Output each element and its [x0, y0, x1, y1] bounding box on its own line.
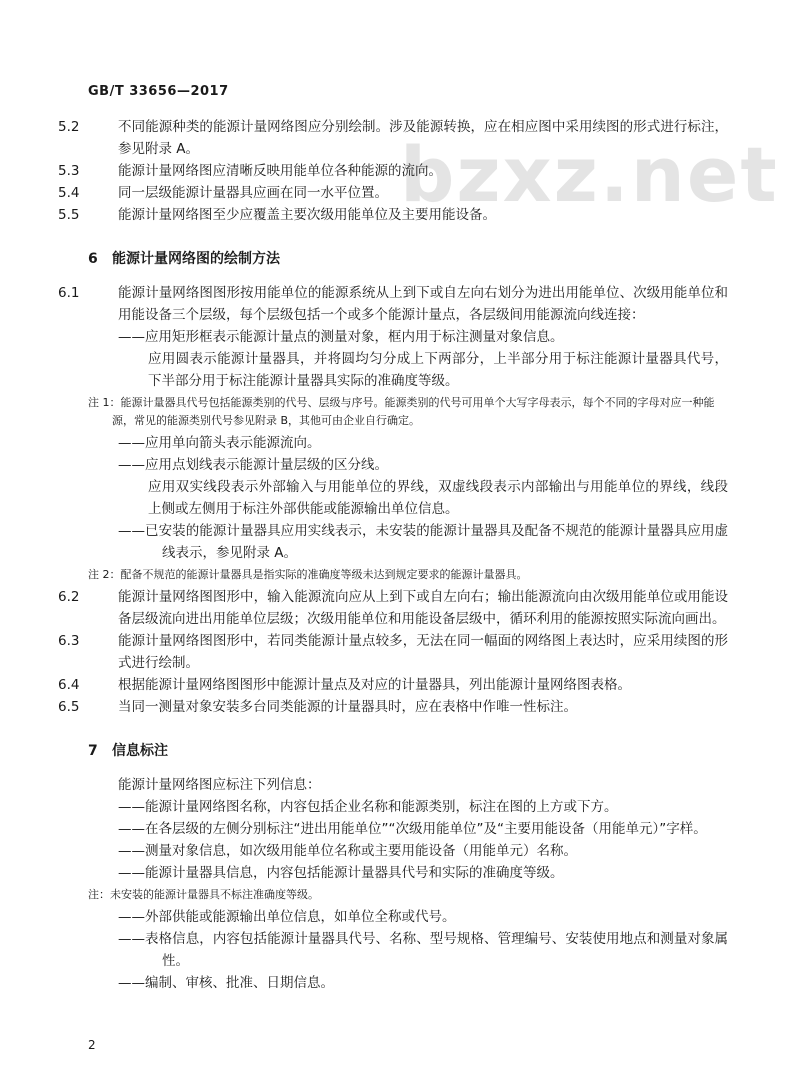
clause-number: 6.3	[58, 633, 80, 649]
clause-number: 6.2	[58, 589, 80, 605]
clause-number: 5.3	[58, 163, 80, 179]
clause-number: 6.1	[58, 285, 80, 301]
clause-6-5	[58, 696, 728, 718]
dash-item: ——应用点划线表示能源计量层级的区分线。	[118, 457, 388, 473]
dash-item: ——能源计量器具信息，内容包括能源计量器具代号和实际的准确度等级。	[118, 865, 564, 881]
dash-item-continuation: 应用双实线段表示外部输入与用能单位的界线，双虚线段表示内部输出与用能单位的界线，线段上侧或左侧用于标注外部供能或能源输出单位信息。	[148, 479, 728, 517]
dash-item: ——在各层级的左侧分别标注“进出用能单位”“次级用能单位”及“主要用能设备（用能单元）”字样。	[118, 821, 707, 837]
dash-item: ——测量对象信息，如次级用能单位名称或主要用能设备（用能单元）名称。	[118, 843, 577, 859]
dash-item: ——能源计量网络图名称，内容包括企业名称和能源类别，标注在图的上方或下方。	[118, 799, 618, 815]
clause-6-1	[58, 282, 728, 326]
note-1: 注 1：能源计量器具代号包括能源类别的代号、层级与序号。能源类别的代号可用单个大写字母表示，每个不同的字母对应一种能源，常见的能源类别代号参见附录 B，其他可由企业自行确定。	[88, 396, 715, 427]
dash-item: ——表格信息，内容包括能源计量器具代号、名称、型号规格、管理编号、安装使用地点和测量对象属性。	[118, 931, 728, 969]
dash-item: ——外部供能或能源输出单位信息，如单位全称或代号。	[118, 909, 456, 925]
clause-5-3	[58, 160, 728, 182]
clause-text: 同一层级能源计量器具应画在同一水平位置。	[118, 185, 388, 201]
clause-6-2	[58, 586, 728, 630]
watermark-text: bzxz.net	[400, 130, 779, 219]
section-title: 信息标注	[112, 743, 168, 759]
clause-text: 能源计量网络图图形中，若同类能源计量点较多，无法在同一幅面的网络图上表达时，应采用续图的形式进行绘制。	[118, 633, 728, 671]
standard-code: GB/T 33656—2017	[88, 84, 229, 99]
page-number: 2	[88, 1038, 96, 1052]
page-content	[58, 116, 728, 994]
clause-text: 不同能源种类的能源计量网络图应分别绘制。涉及能源转换，应在相应图中采用续图的形式进行标注，参见附录 A。	[118, 119, 728, 157]
clause-text: 能源计量网络图图形中，输入能源流向应从上到下或自左向右；输出能源流向由次级用能单位或用能设备层级流向进出用能单位层级；次级用能单位和用能设备层级中，循环利用的能源按照实际流向画出。	[118, 589, 728, 627]
clause-number: 5.2	[58, 119, 80, 135]
section-title: 能源计量网络图的绘制方法	[112, 251, 280, 267]
section-number: 6	[88, 251, 98, 267]
clause-6-4	[58, 674, 728, 696]
section-number: 7	[88, 743, 98, 759]
section-6-heading	[88, 248, 728, 268]
clause-6-3	[58, 630, 728, 674]
clause-5-2	[58, 116, 728, 160]
dash-item-continuation: 应用圆表示能源计量器具，并将圆均匀分成上下两部分，上半部分用于标注能源计量器具代号，下半部分用于标注能源计量器具实际的准确度等级。	[148, 351, 728, 389]
clause-text: 当同一测量对象安装多台同类能源的计量器具时，应在表格中作唯一性标注。	[118, 699, 577, 715]
note: 注：未安装的能源计量器具不标注准确度等级。	[88, 888, 319, 901]
dash-item: ——编制、审核、批准、日期信息。	[118, 975, 334, 991]
dash-item: ——已安装的能源计量器具应用实线表示，未安装的能源计量器具及配备不规范的能源计量器具应用虚线表示，参见附录 A。	[118, 523, 728, 561]
clause-text: 能源计量网络图应清晰反映用能单位各种能源的流向。	[118, 163, 442, 179]
clause-5-5	[58, 204, 728, 226]
clause-text: 能源计量网络图至少应覆盖主要次级用能单位及主要用能设备。	[118, 207, 496, 223]
note-2: 注 2：配备不规范的能源计量器具是指实际的准确度等级未达到规定要求的能源计量器具。	[88, 568, 528, 581]
clause-number: 5.5	[58, 207, 80, 223]
section-7-heading	[88, 740, 728, 760]
clause-number: 6.5	[58, 699, 80, 715]
section-7-intro: 能源计量网络图应标注下列信息：	[118, 777, 321, 793]
clause-5-4	[58, 182, 728, 204]
clause-number: 5.4	[58, 185, 80, 201]
dash-item: ——应用单向箭头表示能源流向。	[118, 435, 321, 451]
clause-text: 能源计量网络图图形按用能单位的能源系统从上到下或自左向右划分为进出用能单位、次级用能单位和用能设备三个层级，每个层级包括一个或多个能源计量点，各层级间用能源流向线连接：	[118, 285, 728, 323]
clause-number: 6.4	[58, 677, 80, 693]
clause-text: 根据能源计量网络图图形中能源计量点及对应的计量器具，列出能源计量网络图表格。	[118, 677, 631, 693]
dash-item: ——应用矩形框表示能源计量点的测量对象，框内用于标注测量对象信息。	[118, 329, 564, 345]
